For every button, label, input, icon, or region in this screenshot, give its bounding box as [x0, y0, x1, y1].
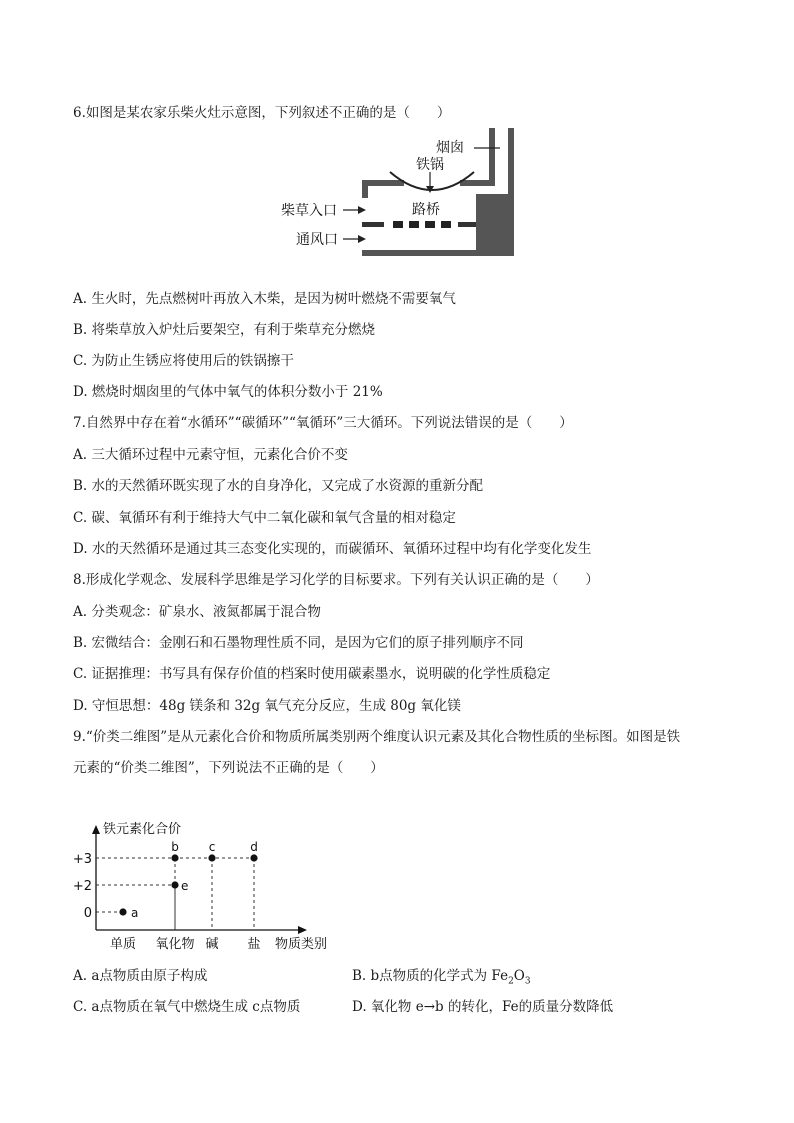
label-chimney: 烟囱 [436, 140, 464, 156]
point-label-d: d [250, 840, 258, 854]
x-tick-label: 盐 [247, 937, 261, 952]
y-axis-title: 铁元素化合价 [103, 822, 182, 837]
label-bridge: 路桥 [412, 202, 440, 218]
q9-option-b-prefix: B. b点物质的化学式为 Fe [352, 968, 509, 984]
point-label-b: b [171, 840, 179, 854]
q7-option-c: C. 碳、氧循环有利于维持大气中二氧化碳和氧气含量的相对稳定 [73, 510, 456, 526]
x-tick-label: 单质 [109, 937, 137, 952]
q9-stem-line1: 9.“价类二维图”是从元素化合价和物质所属类别两个维度认识元素及其化合物性质的坐标图。如图是铁 [73, 729, 681, 745]
bridge-block-4 [441, 221, 451, 228]
q8-option-b: B. 宏微结合：金刚石和石墨物理性质不同，是因为它们的原子排列顺序不同 [73, 635, 524, 651]
point-d [250, 854, 257, 861]
bridge-bar-right [458, 222, 476, 227]
stove-top-right [460, 180, 495, 186]
q9-option-b-sub2: 3 [524, 976, 531, 987]
q6-stem: 6.如图是某农家乐柴火灶示意图，下列叙述不正确的是（ ） [73, 105, 451, 121]
q9-option-b-mid: O [513, 968, 525, 984]
q6-option-b: B. 将柴草放入炉灶后要架空，有利于柴草充分燃烧 [73, 322, 376, 338]
label-pot: 铁锅 [416, 157, 444, 173]
stove-left-wall [362, 180, 368, 198]
stove-diagram [0, 122, 794, 272]
x-tick-label: 碱 [205, 937, 219, 952]
q7-option-d: D. 水的天然循环是通过其三态变化实现的，而碳循环、氧循环过程中均有化学变化发生 [73, 541, 592, 557]
q9-option-d: D. 氧化物 e→b 的转化，Fe的质量分数降低 [352, 999, 614, 1015]
bridge-block-2 [409, 221, 419, 228]
valence-chart [0, 812, 794, 962]
q9-option-a: A. a点物质由原子构成 [73, 968, 208, 984]
q9-option-c: C. a点物质在氧气中燃烧生成 c点物质 [73, 999, 301, 1015]
point-label-e: e [181, 879, 189, 893]
bridge-block-1 [393, 221, 403, 228]
x-tick-label: 氧化物 [155, 937, 195, 952]
fuel-arrow-head [358, 206, 366, 214]
point-label-a: a [131, 906, 139, 920]
base-block [476, 194, 514, 256]
point-label-c: c [208, 840, 216, 854]
q8-option-d: D. 守恒思想：48g 镁条和 32g 氧气充分反应，生成 80g 氧化镁 [73, 698, 461, 714]
y-axis-arrow [92, 825, 100, 834]
y-tick-label: +2 [72, 879, 92, 894]
label-fuel-inlet: 柴草入口 [281, 203, 337, 219]
point-b [171, 854, 178, 861]
vent-arrow-head [358, 235, 366, 243]
q8-option-a: A. 分类观念：矿泉水、液氮都属于混合物 [73, 604, 321, 620]
x-axis-title: 物质类别 [275, 937, 328, 952]
q9-option-b [352, 967, 531, 991]
x-axis-arrow [298, 926, 307, 934]
label-vent: 通风口 [296, 232, 338, 248]
q6-option-d: D. 燃烧时烟囱里的气体中氧气的体积分数小于 21% [73, 384, 383, 400]
q7-stem: 7.自然界中存在着“水循环”“碳循环”“氧循环”三大循环。下列说法错误的是（ ） [73, 415, 573, 431]
bridge-block-3 [425, 221, 435, 228]
point-c [208, 854, 215, 861]
q6-option-a: A. 生火时，先点燃树叶再放入木柴，是因为树叶燃烧不需要氧气 [73, 291, 456, 307]
q9-stem-line2: 元素的“价类二维图”，下列说法不正确的是（ ） [73, 760, 384, 776]
y-tick-label: +3 [72, 852, 92, 867]
bridge-bar-left [362, 222, 384, 227]
y-tick-label: 0 [83, 906, 92, 921]
stove-bottom [362, 250, 514, 256]
stove-top-left [362, 180, 404, 186]
q8-option-c: C. 证据推理：书写具有保存价值的档案时使用碳素墨水，说明碳的化学性质稳定 [73, 666, 551, 682]
point-a [119, 908, 126, 915]
point-e [171, 881, 178, 888]
chimney-wall-inner [489, 128, 495, 186]
q9-option-b-sub1: 2 [508, 976, 514, 987]
q8-stem: 8.形成化学观念、发展科学思维是学习化学的目标要求。下列有关认识正确的是（ ） [73, 572, 599, 588]
q7-option-b: B. 水的天然循环既实现了水的自身净化，又完成了水资源的重新分配 [73, 478, 484, 494]
q6-option-c: C. 为防止生锈应将使用后的铁锅擦干 [73, 353, 294, 369]
q7-option-a: A. 三大循环过程中元素守恒，元素化合价不变 [73, 447, 348, 463]
